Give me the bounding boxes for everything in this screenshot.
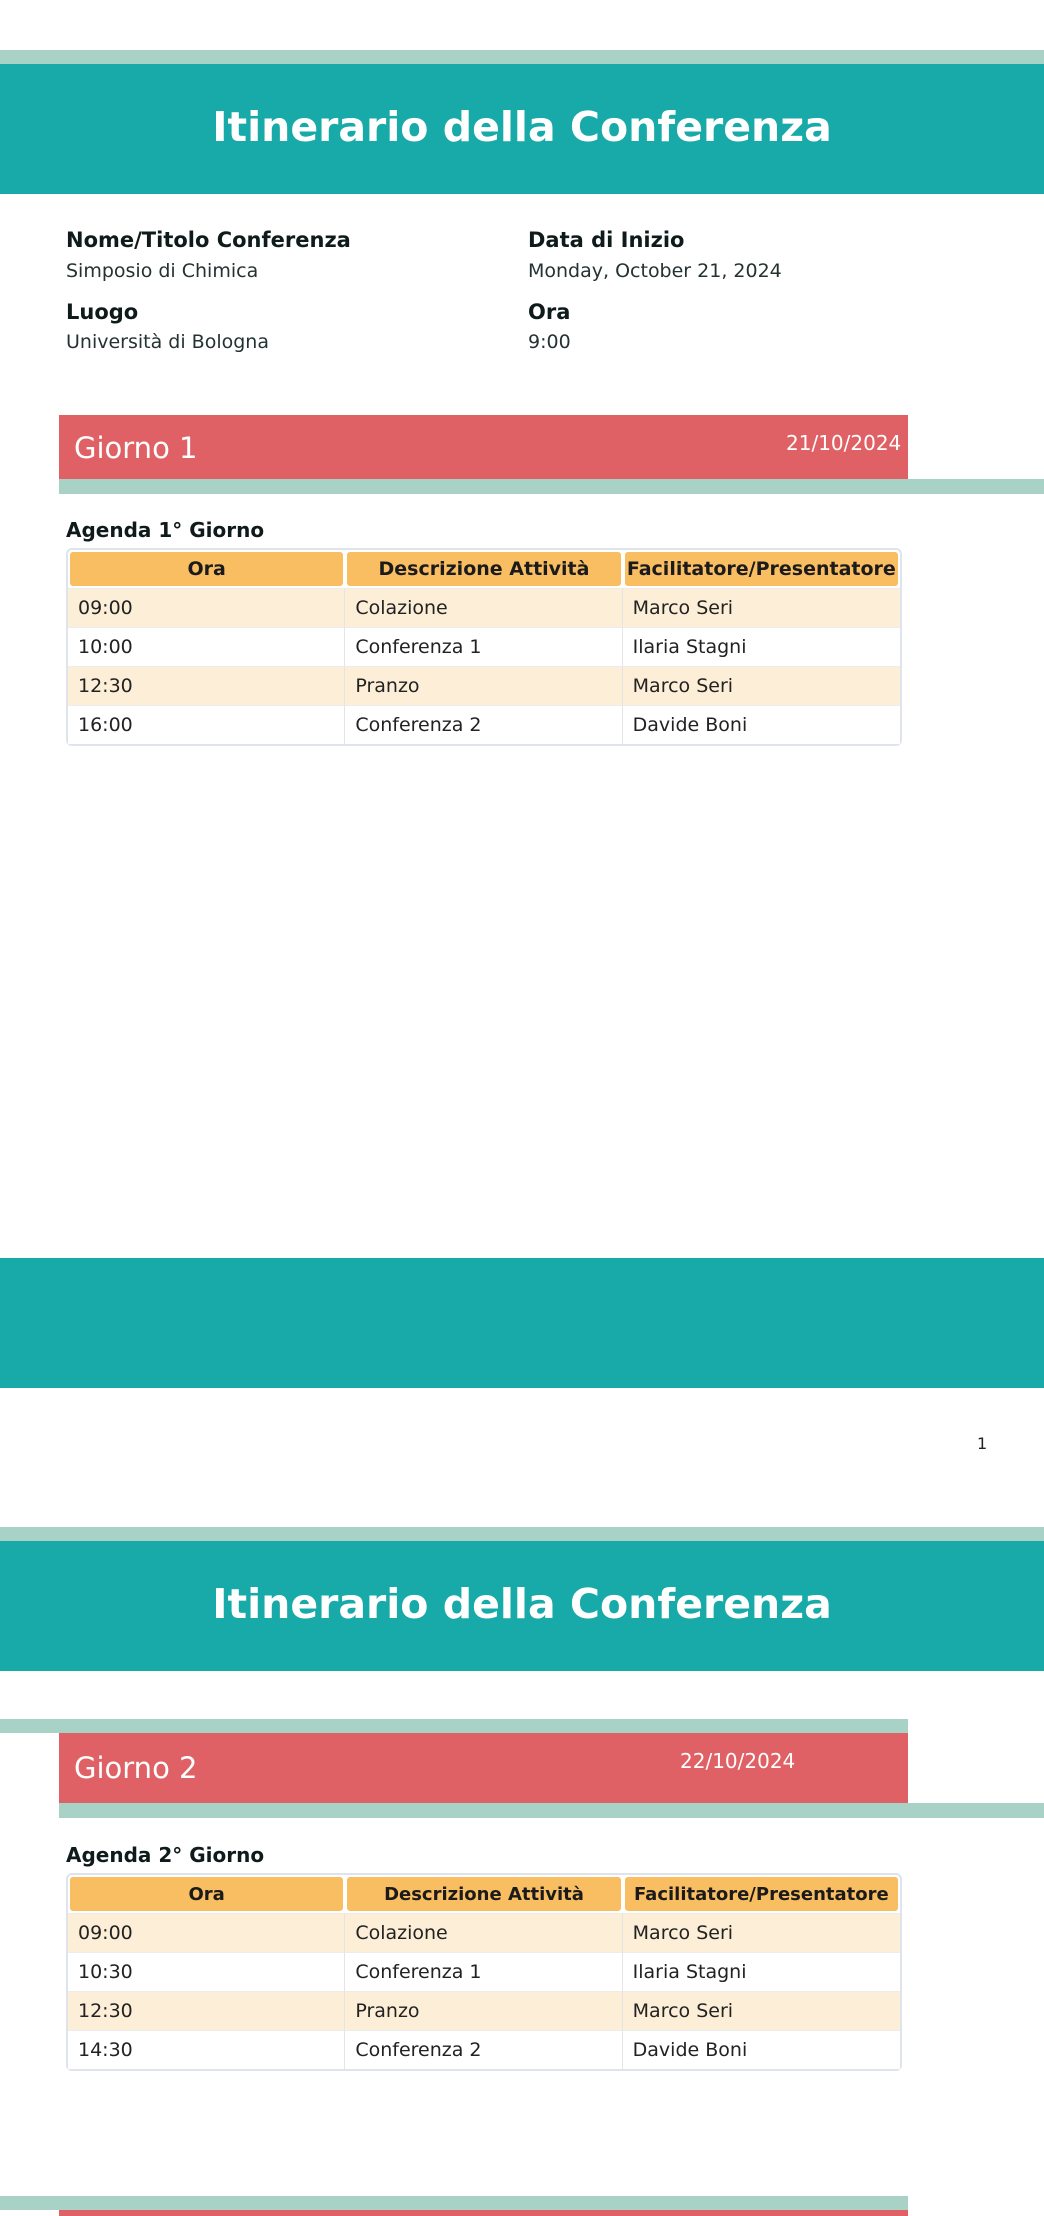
cell-presenter: Davide Boni — [623, 2030, 900, 2069]
cell-presenter: Ilaria Stagni — [623, 627, 900, 666]
cell-presenter: Davide Boni — [623, 705, 900, 744]
table-row — [68, 705, 900, 744]
next-day-banner-edge — [59, 2210, 908, 2216]
cell-presenter: Marco Seri — [623, 666, 900, 705]
location-value: Università di Bologna — [66, 331, 269, 353]
day-1-accent-band — [59, 479, 1044, 494]
page-title: Itinerario della Conferenza — [212, 103, 832, 151]
start-date-value: Monday, October 21, 2024 — [528, 260, 782, 282]
cell-description: Conferenza 2 — [345, 2030, 622, 2069]
day-1-title: Giorno 1 — [74, 431, 198, 465]
time-value: 9:00 — [528, 331, 571, 353]
cell-time: 12:30 — [68, 666, 345, 705]
table-row — [68, 1913, 900, 1952]
cell-description: Conferenza 1 — [345, 627, 622, 666]
footer-banner — [0, 1258, 1044, 1388]
column-header-time: Ora — [68, 1875, 345, 1913]
day-2-title: Giorno 2 — [74, 1751, 198, 1785]
table-row — [68, 1991, 900, 2030]
cell-description: Conferenza 2 — [345, 705, 622, 744]
table-row — [68, 2030, 900, 2069]
cell-time: 10:30 — [68, 1952, 345, 1991]
table-row — [68, 627, 900, 666]
page-number: 1 — [977, 1434, 988, 1453]
cell-time: 09:00 — [68, 588, 345, 627]
start-date-label: Data di Inizio — [528, 228, 685, 252]
table-header-row — [68, 1875, 900, 1913]
page-title: Itinerario della Conferenza — [212, 1580, 832, 1628]
table-header-row — [68, 550, 900, 588]
column-header-description: Descrizione Attività — [345, 1875, 622, 1913]
location-label: Luogo — [66, 300, 139, 324]
cell-time: 16:00 — [68, 705, 345, 744]
top-accent-band — [0, 50, 1044, 64]
next-section-accent-band — [0, 2196, 908, 2210]
day-2-accent-band — [59, 1803, 1044, 1818]
cell-presenter: Ilaria Stagni — [623, 1952, 900, 1991]
column-header-time: Ora — [68, 550, 345, 588]
agenda-day-2-title: Agenda 2° Giorno — [66, 1843, 265, 1867]
cell-description: Conferenza 1 — [345, 1952, 622, 1991]
day-1-date: 21/10/2024 — [786, 431, 902, 455]
cell-description: Colazione — [345, 1913, 622, 1952]
cell-presenter: Marco Seri — [623, 588, 900, 627]
time-label: Ora — [528, 300, 571, 324]
conference-name-value: Simposio di Chimica — [66, 260, 259, 282]
cell-description: Pranzo — [345, 666, 622, 705]
cell-time: 12:30 — [68, 1991, 345, 2030]
table-row — [68, 1952, 900, 1991]
cell-presenter: Marco Seri — [623, 1913, 900, 1952]
column-header-presenter: Facilitatore/Presentatore — [623, 550, 900, 588]
cell-time: 14:30 — [68, 2030, 345, 2069]
table-row — [68, 666, 900, 705]
table-row — [68, 588, 900, 627]
cell-description: Colazione — [345, 588, 622, 627]
top-accent-band — [0, 1527, 1044, 1541]
agenda-day-1-title: Agenda 1° Giorno — [66, 518, 265, 542]
cell-time: 10:00 — [68, 627, 345, 666]
day-2-accent-band-top — [0, 1719, 908, 1733]
day-2-date: 22/10/2024 — [680, 1749, 796, 1773]
cell-time: 09:00 — [68, 1913, 345, 1952]
conference-name-label: Nome/Titolo Conferenza — [66, 228, 351, 252]
agenda-table-day-2 — [66, 1873, 902, 2071]
agenda-table-day-1 — [66, 548, 902, 746]
column-header-presenter: Facilitatore/Presentatore — [623, 1875, 900, 1913]
cell-presenter: Marco Seri — [623, 1991, 900, 2030]
cell-description: Pranzo — [345, 1991, 622, 2030]
column-header-description: Descrizione Attività — [345, 550, 622, 588]
